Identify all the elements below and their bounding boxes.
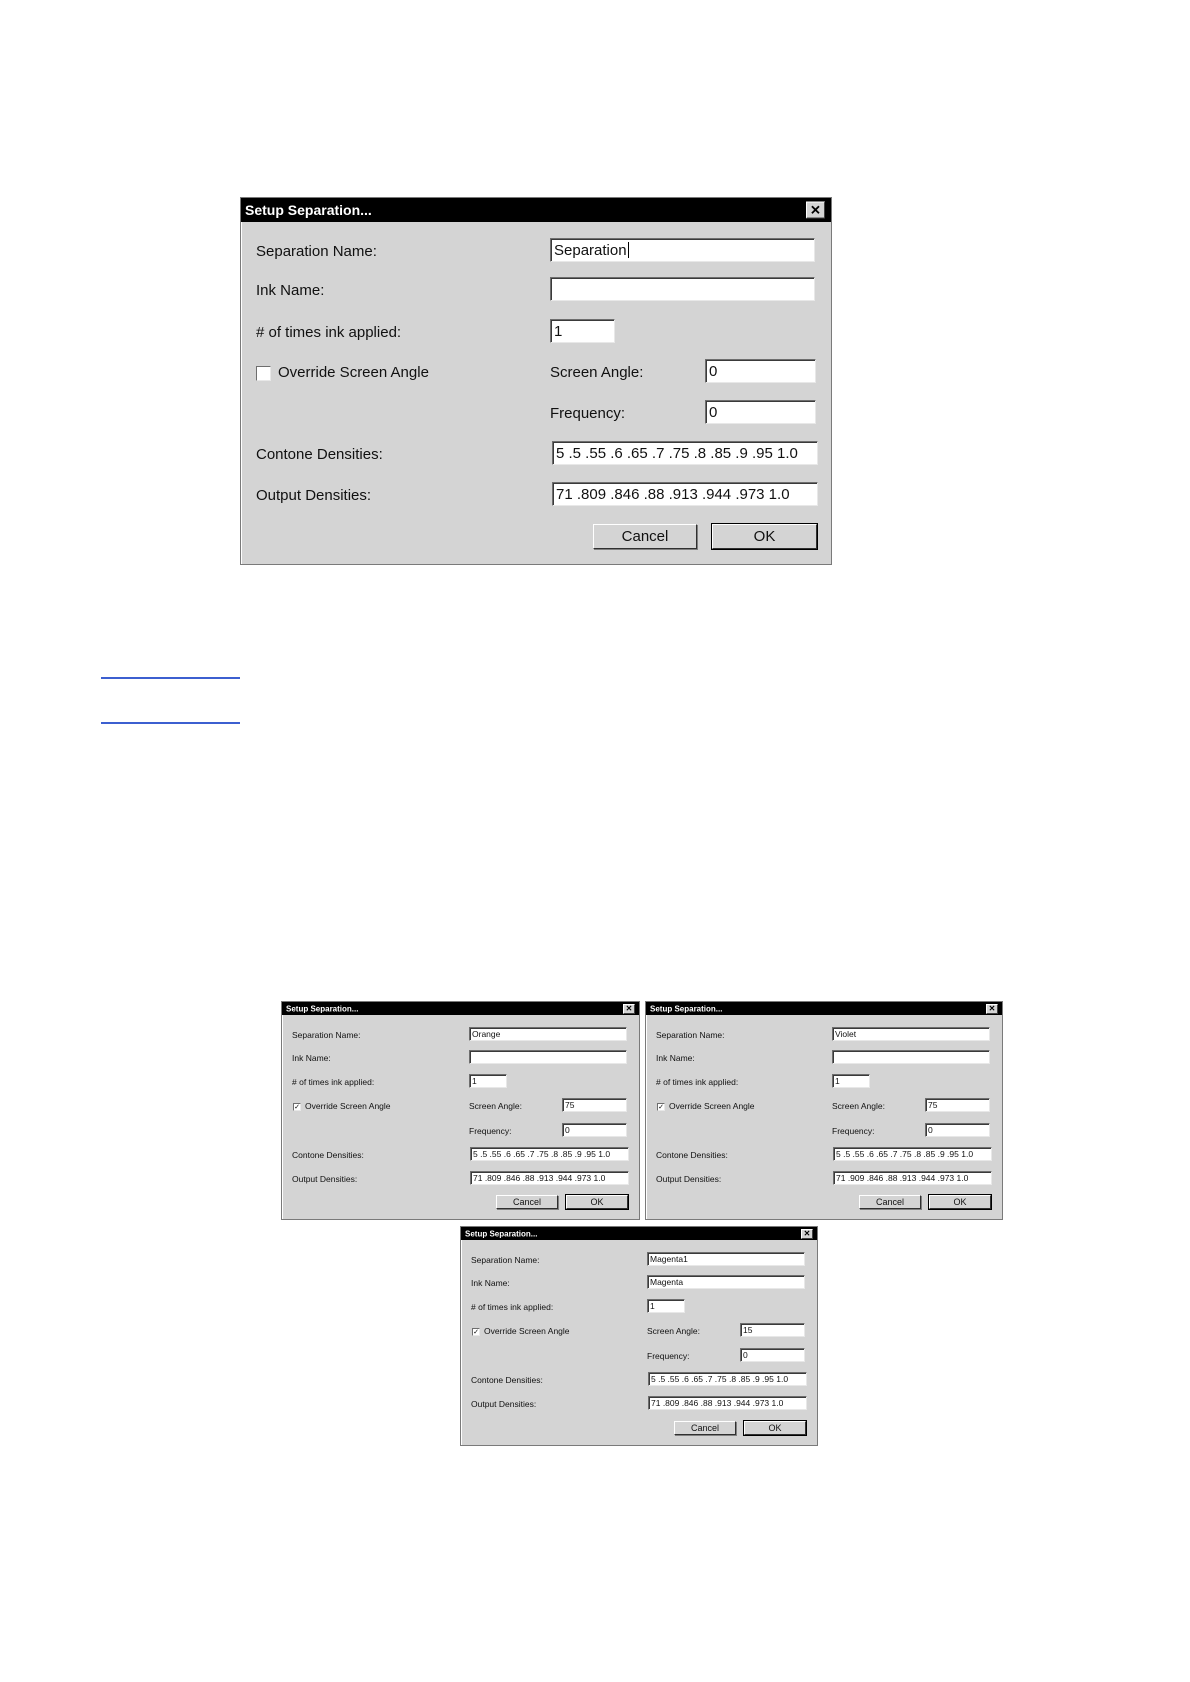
override-screen-angle-label: Override Screen Angle <box>305 1101 391 1111</box>
dialog-title: Setup Separation... <box>286 1004 359 1013</box>
override-screen-angle-checkbox[interactable]: ✓ <box>658 1103 664 1111</box>
override-screen-angle-label: Override Screen Angle <box>669 1101 755 1111</box>
dialog-titlebar <box>461 1227 817 1240</box>
separation-name-input[interactable]: Violet <box>832 1027 990 1041</box>
times-applied-input[interactable]: 1 <box>469 1074 507 1088</box>
screen-angle-input[interactable]: 0 <box>705 359 816 383</box>
separation-name-input[interactable]: Magenta1 <box>647 1252 805 1266</box>
times-applied-input[interactable]: 1 <box>647 1299 685 1313</box>
cancel-button[interactable]: Cancel <box>859 1195 921 1209</box>
cancel-button[interactable]: Cancel <box>674 1421 736 1435</box>
dialog-title: Setup Separation... <box>650 1004 723 1013</box>
separation-name-label: Separation Name: <box>656 1030 725 1040</box>
setup-separation-dialog-violet <box>645 1001 1003 1220</box>
ink-name-input[interactable] <box>550 277 815 301</box>
override-screen-angle-checkbox[interactable]: ✓ <box>294 1103 300 1111</box>
output-densities-label: Output Densities: <box>292 1174 358 1184</box>
frequency-input[interactable]: 0 <box>740 1348 805 1362</box>
screen-angle-label: Screen Angle: <box>469 1101 522 1111</box>
ink-name-label: Ink Name: <box>256 282 325 299</box>
separation-name-label: Separation Name: <box>471 1255 540 1265</box>
contone-densities-input[interactable]: 5 .5 .55 .6 .65 .7 .75 .8 .85 .9 .95 1.0 <box>833 1147 992 1161</box>
separation-name-label: Separation Name: <box>292 1030 361 1040</box>
times-applied-label: # of times ink applied: <box>256 324 402 341</box>
screen-angle-input[interactable]: 75 <box>925 1098 990 1112</box>
ink-name-label: Ink Name: <box>656 1053 695 1063</box>
ink-name-label: Ink Name: <box>292 1053 331 1063</box>
section-rule-top <box>101 677 240 679</box>
ok-button[interactable]: OK <box>929 1195 991 1209</box>
frequency-label: Frequency: <box>647 1351 690 1361</box>
contone-densities-input[interactable]: 5 .5 .55 .6 .65 .7 .75 .8 .85 .9 .95 1.0 <box>648 1372 807 1386</box>
output-densities-input[interactable]: 71 .909 .846 .88 .913 .944 .973 1.0 <box>833 1171 992 1185</box>
frequency-input[interactable]: 0 <box>705 400 816 424</box>
output-densities-label: Output Densities: <box>256 487 372 504</box>
setup-separation-dialog-magenta <box>460 1226 818 1446</box>
times-applied-input[interactable]: 1 <box>832 1074 870 1088</box>
close-icon[interactable]: ✕ <box>623 1004 635 1014</box>
output-densities-input[interactable]: 71 .809 .846 .88 .913 .944 .973 1.0 <box>648 1396 807 1410</box>
separation-name-input[interactable]: Separation <box>550 238 815 262</box>
ink-name-label: Ink Name: <box>471 1278 510 1288</box>
times-applied-label: # of times ink applied: <box>656 1077 739 1087</box>
setup-separation-dialog-orange <box>281 1001 640 1220</box>
frequency-label: Frequency: <box>469 1126 512 1136</box>
frequency-input[interactable]: 0 <box>925 1123 990 1137</box>
screen-angle-input[interactable]: 75 <box>562 1098 627 1112</box>
override-screen-angle-label: Override Screen Angle <box>484 1326 570 1336</box>
contone-densities-label: Contone Densities: <box>292 1150 364 1160</box>
section-rule-bottom <box>101 722 240 724</box>
times-applied-label: # of times ink applied: <box>292 1077 375 1087</box>
close-icon[interactable]: ✕ <box>801 1229 813 1239</box>
separation-name-label: Separation Name: <box>256 243 377 260</box>
frequency-input[interactable]: 0 <box>562 1123 627 1137</box>
setup-separation-dialog <box>240 197 832 565</box>
screen-angle-label: Screen Angle: <box>832 1101 885 1111</box>
ink-name-input[interactable] <box>832 1050 990 1064</box>
screen-angle-label: Screen Angle: <box>550 364 644 381</box>
screen-angle-label: Screen Angle: <box>647 1326 700 1336</box>
contone-densities-label: Contone Densities: <box>656 1150 728 1160</box>
screen-angle-input[interactable]: 15 <box>740 1323 805 1337</box>
frequency-label: Frequency: <box>832 1126 875 1136</box>
output-densities-input[interactable]: 71 .809 .846 .88 .913 .944 .973 1.0 <box>552 482 818 506</box>
ok-button[interactable]: OK <box>744 1421 806 1435</box>
output-densities-input[interactable]: 71 .809 .846 .88 .913 .944 .973 1.0 <box>470 1171 629 1185</box>
dialog-titlebar <box>282 1002 639 1015</box>
contone-densities-input[interactable]: 5 .5 .55 .6 .65 .7 .75 .8 .85 .9 .95 1.0 <box>470 1147 629 1161</box>
dialog-title: Setup Separation... <box>465 1229 538 1238</box>
dialog-titlebar <box>646 1002 1002 1015</box>
ink-name-input[interactable] <box>469 1050 627 1064</box>
contone-densities-label: Contone Densities: <box>256 446 383 463</box>
close-icon[interactable]: ✕ <box>806 202 825 219</box>
contone-densities-input[interactable]: 5 .5 .55 .6 .65 .7 .75 .8 .85 .9 .95 1.0 <box>552 441 818 465</box>
dialog-title: Setup Separation... <box>245 202 372 218</box>
override-screen-angle-label: Override Screen Angle <box>278 364 429 381</box>
close-icon[interactable]: ✕ <box>986 1004 998 1014</box>
cancel-button[interactable]: Cancel <box>593 524 697 549</box>
contone-densities-label: Contone Densities: <box>471 1375 543 1385</box>
override-screen-angle-checkbox[interactable] <box>256 366 271 381</box>
override-screen-angle-checkbox[interactable]: ✓ <box>473 1328 479 1336</box>
ink-name-input[interactable]: Magenta <box>647 1275 805 1289</box>
ok-button[interactable]: OK <box>712 524 817 549</box>
times-applied-input[interactable]: 1 <box>550 319 615 343</box>
output-densities-label: Output Densities: <box>656 1174 722 1184</box>
text-caret <box>628 242 629 258</box>
dialog-titlebar <box>241 198 831 222</box>
ok-button[interactable]: OK <box>566 1195 628 1209</box>
frequency-label: Frequency: <box>550 405 626 422</box>
output-densities-label: Output Densities: <box>471 1399 537 1409</box>
times-applied-label: # of times ink applied: <box>471 1302 554 1312</box>
cancel-button[interactable]: Cancel <box>496 1195 558 1209</box>
separation-name-input[interactable]: Orange <box>469 1027 627 1041</box>
